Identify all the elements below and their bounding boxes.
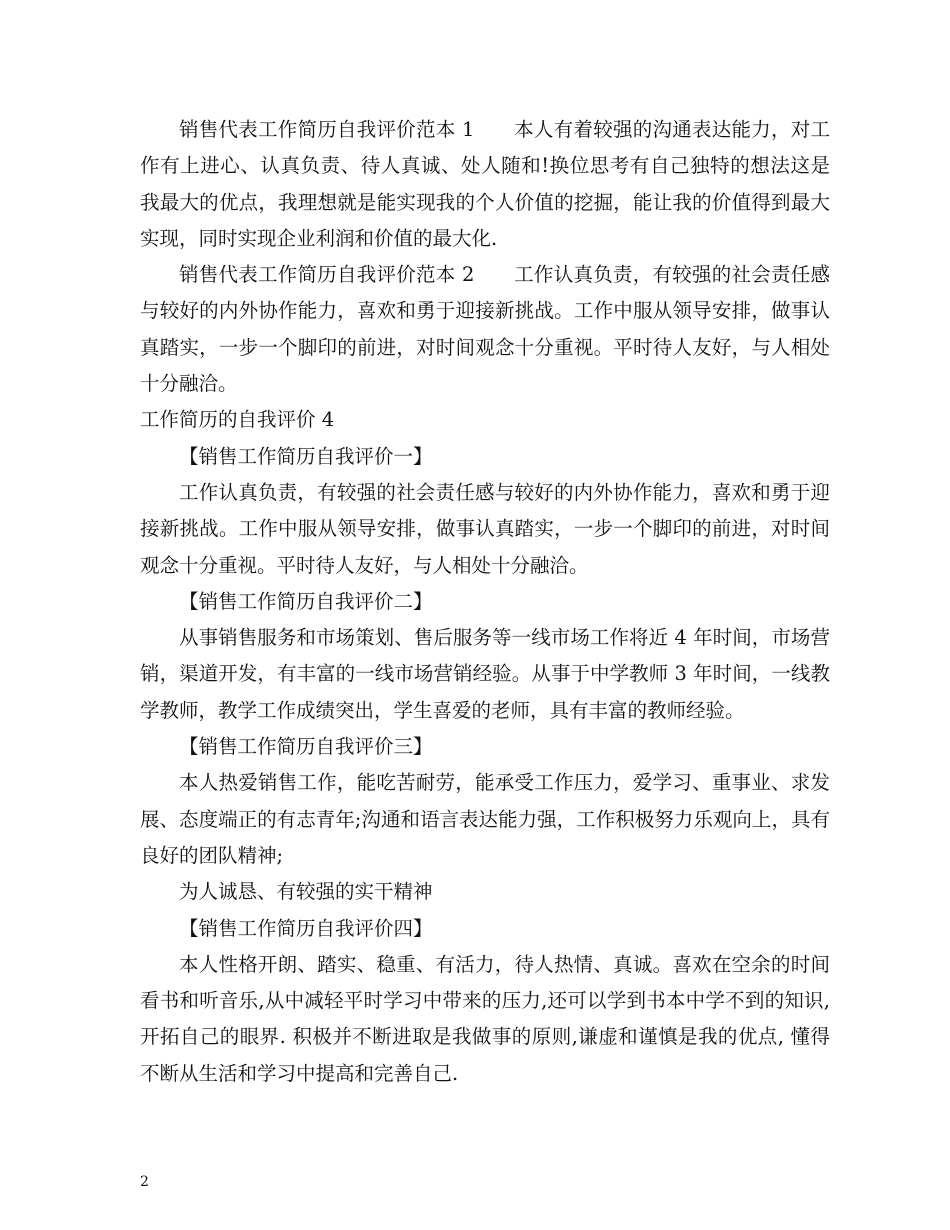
paragraph-evaluation-1: 工作认真负责，有较强的社会责任感与较好的内外协作能力，喜欢和勇于迎接新挑战。工作中服从领导安排，做事认真踏实，一步一个脚印的前进，对时间观念十分重视。平时待人友好，与人相处十分融洽。 xyxy=(140,480,830,577)
paragraph-evaluation-2: 从事销售服务和市场策划、售后服务等一线市场工作将近 4 年时间，市场营销，渠道开发，有丰富的一线市场营销经验。从事于中学教师 3 年时间，一线教学教师，教学工作成绩突出，学生喜爱的老师，具有丰富的教师经验。 xyxy=(140,626,830,722)
paragraph-sample-1: 销售代表工作简历自我评价范本 1 本人有着较强的沟通表达能力，对工作有上进心、认真负责、待人真诚、处人随和!换位思考有自己独特的想法这是我最大的优点，我理想就是能实现我的个人价值的挖掘，能让我的价值得到最大实现，同时实现企业利润和价值的最大化. xyxy=(140,118,830,250)
page-number: 2 xyxy=(140,1174,149,1190)
subheading-evaluation-2: 【销售工作简历自我评价二】 xyxy=(179,589,433,613)
paragraph-evaluation-4: 本人性格开朗、踏实、稳重、有活力，待人热情、真诚。喜欢在空余的时间看书和听音乐,从中减轻平时学习中带来的压力,还可以学到书本中学不到的知识,开拓自己的眼界. 积极并不断进取是我做事的原则,谦虚和谨慎是我的优点, 懂得不断从生活和学习中提高和完善自己. xyxy=(140,952,830,1085)
document-body xyxy=(140,112,830,1092)
subheading-evaluation-1: 【销售工作简历自我评价一】 xyxy=(179,444,433,468)
subheading-evaluation-3: 【销售工作简历自我评价三】 xyxy=(179,735,433,759)
paragraph-evaluation-3-extra: 为人诚恳、有较强的实干精神 xyxy=(179,880,433,904)
paragraph-evaluation-3: 本人热爱销售工作，能吃苦耐劳，能承受工作压力，爱学习、重事业、求发展、态度端正的有志青年;沟通和语言表达能力强，工作积极努力乐观向上，具有良好的团队精神; xyxy=(140,771,830,867)
paragraph-sample-2: 销售代表工作简历自我评价范本 2 工作认真负责，有较强的社会责任感与较好的内外协作能力，喜欢和勇于迎接新挑战。工作中服从领导安排，做事认真踏实，一步一个脚印的前进，对时间观念十分重视。平时待人友好，与人相处十分融洽。 xyxy=(140,263,830,396)
section-heading: 工作简历的自我评价 4 xyxy=(140,408,335,432)
subheading-evaluation-4: 【销售工作简历自我评价四】 xyxy=(179,916,433,940)
